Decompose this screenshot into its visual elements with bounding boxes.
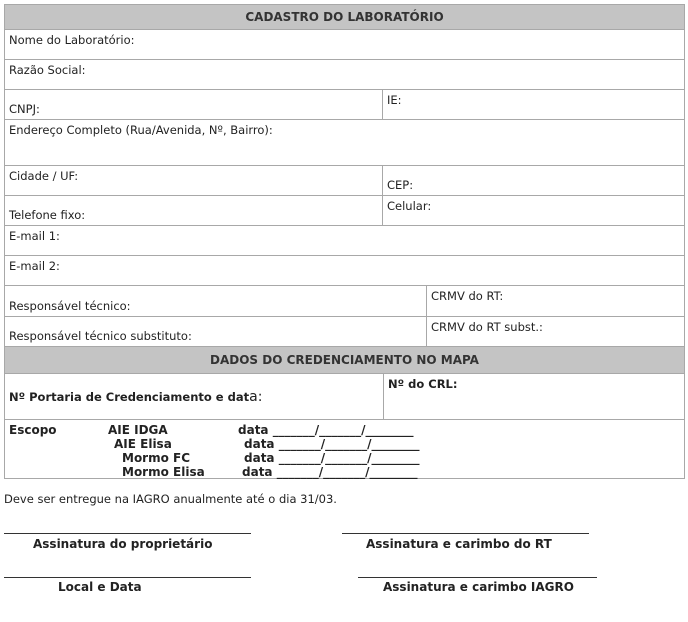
email2-row bbox=[5, 256, 684, 286]
telefone-celular-row bbox=[5, 196, 684, 226]
delivery-note: Deve ser entregue na IAGRO anualmente até o dia 31/03. bbox=[4, 492, 337, 506]
lab-section-title: CADASTRO DO LABORATÓRIO bbox=[5, 5, 684, 29]
cnpj-field[interactable] bbox=[5, 90, 382, 119]
razao-row bbox=[5, 60, 684, 90]
escopo-label: Escopo bbox=[9, 423, 57, 437]
portaria-crl-row bbox=[5, 374, 684, 420]
local-date-label: Local e Data bbox=[58, 580, 142, 594]
email1-field[interactable] bbox=[5, 226, 684, 255]
nome-label: Nome do Laboratório: bbox=[9, 33, 135, 47]
resp-label: Responsável técnico: bbox=[9, 299, 131, 313]
local-date-line[interactable] bbox=[4, 577, 251, 578]
resp-sub-row bbox=[5, 317, 684, 347]
scope-item-date[interactable]: data _______/_______/________ bbox=[244, 451, 420, 465]
endereco-row bbox=[5, 120, 684, 166]
endereco-field[interactable] bbox=[5, 120, 684, 165]
ie-label: IE: bbox=[387, 93, 402, 107]
scope-item-date[interactable]: data _______/_______/________ bbox=[244, 437, 420, 451]
scope-item-date[interactable]: data _______/_______/________ bbox=[242, 465, 418, 479]
email2-field[interactable] bbox=[5, 256, 684, 285]
escopo-row bbox=[5, 420, 684, 478]
cnpj-ie-row bbox=[5, 90, 684, 120]
nome-field[interactable] bbox=[5, 30, 684, 59]
cidade-cep-row bbox=[5, 166, 684, 196]
razao-field[interactable] bbox=[5, 60, 684, 89]
email1-label: E-mail 1: bbox=[9, 229, 60, 243]
portaria-label: Nº Portaria de Credenciamento e dat bbox=[9, 389, 250, 404]
scope-item-name: Mormo Elisa bbox=[122, 465, 205, 479]
iagro-signature-line[interactable] bbox=[358, 577, 597, 578]
nome-row bbox=[5, 30, 684, 60]
scope-item-name: AIE IDGA bbox=[108, 423, 168, 437]
resp-sub-label: Responsável técnico substituto: bbox=[9, 329, 192, 343]
cidade-field[interactable] bbox=[5, 166, 382, 195]
iagro-signature-label: Assinatura e carimbo IAGRO bbox=[383, 580, 574, 594]
telefone-field[interactable] bbox=[5, 196, 382, 225]
rt-signature-line[interactable] bbox=[342, 533, 589, 534]
lab-section-header-row bbox=[5, 5, 684, 30]
razao-label: Razão Social: bbox=[9, 63, 86, 77]
lab-registration-form bbox=[4, 4, 685, 479]
endereco-label: Endereço Completo (Rua/Avenida, Nº, Bairro): bbox=[9, 123, 273, 137]
cidade-label: Cidade / UF: bbox=[9, 169, 79, 183]
owner-signature-label: Assinatura do proprietário bbox=[33, 537, 213, 551]
owner-signature-line[interactable] bbox=[4, 533, 251, 534]
scope-item-name: AIE Elisa bbox=[114, 437, 172, 451]
cnpj-label: CNPJ: bbox=[9, 102, 40, 116]
resp-row bbox=[5, 286, 684, 317]
cep-label: CEP: bbox=[387, 178, 414, 192]
crl-label: Nº do CRL: bbox=[388, 377, 458, 391]
ie-field[interactable] bbox=[382, 90, 684, 119]
portaria-field[interactable] bbox=[5, 374, 383, 419]
telefone-label: Telefone fixo: bbox=[9, 208, 86, 222]
crmv-sub-field[interactable] bbox=[426, 317, 684, 346]
cred-section-title: DADOS DO CREDENCIAMENTO NO MAPA bbox=[5, 347, 684, 373]
celular-label: Celular: bbox=[387, 199, 432, 213]
scope-item-name: Mormo FC bbox=[122, 451, 191, 465]
rt-signature-label: Assinatura e carimbo do RT bbox=[366, 537, 552, 551]
cred-section-header-row bbox=[5, 347, 684, 374]
scope-item-date[interactable]: data _______/_______/________ bbox=[238, 423, 414, 437]
crmv-sub-label: CRMV do RT subst.: bbox=[431, 320, 543, 334]
crl-field[interactable] bbox=[383, 374, 684, 419]
crmv-label: CRMV do RT: bbox=[431, 289, 504, 303]
crmv-field[interactable] bbox=[426, 286, 684, 316]
celular-field[interactable] bbox=[382, 196, 684, 225]
resp-sub-field[interactable] bbox=[5, 317, 426, 346]
email2-label: E-mail 2: bbox=[9, 259, 60, 273]
resp-field[interactable] bbox=[5, 286, 426, 316]
email1-row bbox=[5, 226, 684, 256]
portaria-label-end: a: bbox=[249, 388, 263, 405]
cep-field[interactable] bbox=[382, 166, 684, 195]
